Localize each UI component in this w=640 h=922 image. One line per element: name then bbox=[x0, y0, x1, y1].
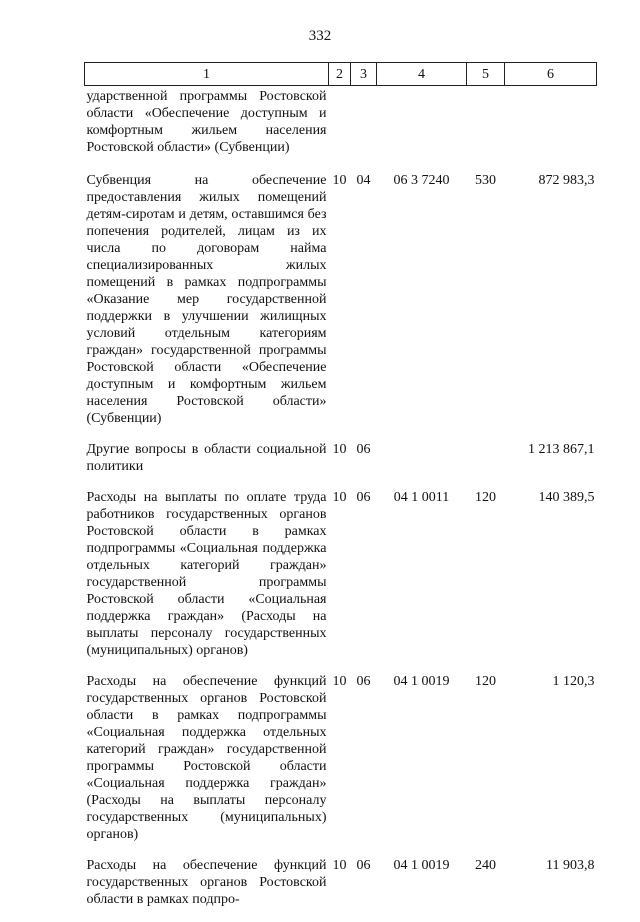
header-col-2: 2 bbox=[329, 63, 351, 86]
header-col-4: 4 bbox=[377, 63, 467, 86]
row-expense-type: 530 bbox=[475, 173, 496, 188]
row-amount bbox=[505, 86, 597, 173]
row-subsection: 06 bbox=[356, 442, 371, 457]
row-name: ударственной программы Ростовской области «Обеспечение доступным и комфортным жильем населения Ростовской области» (Субвенции) bbox=[86, 89, 327, 155]
row-section: 10 bbox=[332, 442, 347, 457]
table-row bbox=[85, 489, 597, 673]
row-target-item bbox=[377, 441, 467, 489]
row-target-item bbox=[377, 86, 467, 173]
row-target-item: 04 1 0019 bbox=[393, 674, 450, 689]
row-name: Расходы на обеспечение функций государственных органов Ростовской области в рамках подпро- bbox=[86, 858, 327, 907]
row-section: 10 bbox=[332, 858, 347, 873]
header-col-6: 6 bbox=[505, 63, 597, 86]
row-section: 10 bbox=[332, 173, 347, 188]
row-subsection bbox=[351, 86, 377, 173]
row-subsection: 06 bbox=[356, 674, 371, 689]
row-expense-type: 120 bbox=[475, 490, 496, 505]
row-amount: 11 903,8 bbox=[546, 858, 595, 873]
page-number: 332 bbox=[308, 28, 332, 44]
row-amount: 1 120,3 bbox=[552, 674, 595, 689]
table-row bbox=[85, 673, 597, 857]
row-section: 10 bbox=[332, 490, 347, 505]
row-amount: 872 983,3 bbox=[538, 173, 595, 188]
row-target-item: 04 1 0011 bbox=[393, 490, 450, 505]
row-name: Расходы на выплаты по оплате труда работников государственных органов Ростовской области в рамках подпрограммы «Социальная поддержка отдельных категорий граждан» государственной программы Ростовской области «Социальная поддержка граждан» (Расходы на выплаты персоналу государственных (муниципальных) органов) bbox=[86, 490, 327, 658]
row-subsection: 06 bbox=[356, 858, 371, 873]
header-col-3: 3 bbox=[351, 63, 377, 86]
row-target-item: 04 1 0019 bbox=[393, 858, 450, 873]
row-amount: 140 389,5 bbox=[538, 490, 595, 505]
row-section: 10 bbox=[332, 674, 347, 689]
header-col-1: 1 bbox=[85, 63, 329, 86]
row-expense-type: 120 bbox=[475, 674, 496, 689]
row-target-item: 06 3 7240 bbox=[393, 173, 450, 188]
row-name: Расходы на обеспечение функций государственных органов Ростовской области в рамках подпрограммы «Социальная поддержка отдельных категорий граждан» государственной программы Ростовской области «Социальная поддержка граждан» (Расходы на выплаты персоналу государственных (муниципальных) органов) bbox=[86, 674, 327, 842]
table-row bbox=[85, 441, 597, 489]
header-col-5: 5 bbox=[467, 63, 505, 86]
row-amount: 1 213 867,1 bbox=[528, 442, 595, 457]
row-expense-type bbox=[467, 441, 505, 489]
row-subsection: 04 bbox=[356, 173, 371, 188]
row-name: Другие вопросы в области социальной политики bbox=[86, 442, 327, 474]
header-row bbox=[85, 63, 597, 86]
row-subsection: 06 bbox=[356, 490, 371, 505]
table-row bbox=[85, 172, 597, 441]
table-row bbox=[85, 86, 597, 173]
row-expense-type: 240 bbox=[475, 858, 496, 873]
budget-table bbox=[84, 62, 597, 922]
table-row bbox=[85, 857, 597, 922]
row-section bbox=[329, 86, 351, 173]
row-expense-type bbox=[467, 86, 505, 173]
row-name: Субвенция на обеспечение предоставления жилых помещений детям-сиротам и детям, оставшимся без попечения родителей, лицам из их числа по договорам найма специализированных жилых помещений в рамках подпрограммы «Оказание мер государственной поддержки в улучшении жилищных условий отдельным категориям граждан» государственной программы Ростовской области «Обеспечение доступным и комфортным жильем населения Ростовской области» (Субвенции) bbox=[86, 173, 327, 426]
